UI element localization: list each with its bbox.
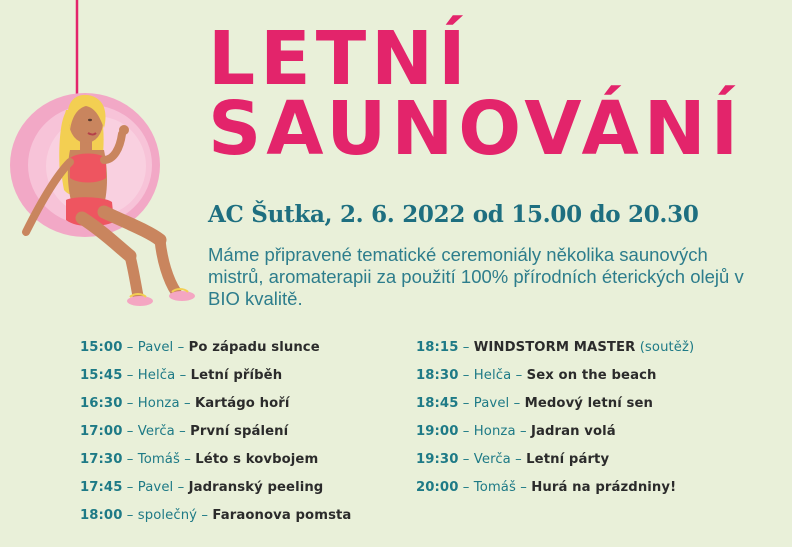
schedule-host: společný [137, 508, 198, 523]
schedule-host: Honza [137, 396, 180, 411]
schedule-program: Jadran volá [530, 424, 616, 439]
schedule-host: Verča [473, 452, 511, 467]
schedule-item [80, 506, 351, 534]
separator: – [126, 396, 134, 411]
schedule-item [416, 422, 694, 450]
schedule-host: Pavel [473, 396, 510, 411]
schedule-time: 17:45 [80, 480, 123, 495]
separator: – [126, 452, 134, 467]
event-date-location: AC Šutka, 2. 6. 2022 od 15.00 do 20.30 [208, 201, 699, 228]
schedule-program: Letní příběh [190, 368, 283, 383]
title-line-1: LETNÍ [208, 16, 471, 102]
schedule-item [416, 450, 694, 478]
separator: – [462, 480, 470, 495]
schedule-item [416, 394, 694, 422]
schedule-note: (soutěž) [639, 340, 695, 355]
separator: – [177, 340, 185, 355]
schedule-time: 15:00 [80, 340, 123, 355]
schedule-host: Pavel [137, 340, 174, 355]
separator: – [184, 452, 191, 467]
schedule-program: Kartágo hoří [194, 396, 290, 411]
separator: – [520, 480, 527, 495]
separator: – [183, 396, 191, 411]
schedule-host: Pavel [137, 480, 174, 495]
separator: – [177, 480, 185, 495]
schedule-host: Tomáš [473, 480, 516, 495]
title-line-2: SAUNOVÁNÍ [208, 86, 744, 172]
schedule-item [80, 394, 351, 422]
schedule-host: Helča [137, 368, 176, 383]
separator: – [126, 508, 134, 523]
schedule-time: 18:30 [416, 368, 459, 383]
schedule-time: 16:30 [80, 396, 123, 411]
separator: – [519, 424, 527, 439]
schedule-left-column [80, 338, 351, 534]
schedule-program: Po západu slunce [188, 340, 320, 355]
schedule-program: Jadranský peeling [188, 480, 324, 495]
schedule-host: Verča [137, 424, 175, 439]
schedule-program: Medový letní sen [524, 396, 654, 411]
schedule-item [80, 338, 351, 366]
separator: – [462, 452, 470, 467]
separator: – [126, 424, 134, 439]
schedule-time: 17:30 [80, 452, 123, 467]
schedule-host: Tomáš [137, 452, 180, 467]
schedule-item [416, 366, 694, 394]
schedule-program: První spálení [190, 424, 289, 439]
schedule-time: 20:00 [416, 480, 459, 495]
schedule-time: 19:30 [416, 452, 459, 467]
schedule-time: 18:45 [416, 396, 459, 411]
schedule-host: Helča [473, 368, 512, 383]
schedule-item [416, 338, 694, 366]
schedule-item [80, 450, 351, 478]
schedule-program: Hurá na prázdniny! [531, 480, 677, 495]
schedule-item [80, 366, 351, 394]
separator: – [179, 424, 186, 439]
page-title [208, 16, 744, 172]
separator: – [126, 480, 134, 495]
schedule-time: 18:00 [80, 508, 123, 523]
event-description: Máme připravené tematické ceremoniály několika saunových mistrů, aromaterapii za použití 100% přírodních éterických olejů v BIO kvalitě. [208, 244, 744, 309]
separator: – [513, 396, 521, 411]
schedule-item [416, 478, 694, 506]
schedule-host: Honza [473, 424, 516, 439]
separator: – [126, 368, 134, 383]
schedule-program: Sex on the beach [526, 368, 657, 383]
schedule-item [80, 422, 351, 450]
separator: – [462, 424, 470, 439]
schedule-time: 18:15 [416, 340, 459, 355]
separator: – [515, 368, 523, 383]
separator: – [179, 368, 187, 383]
separator: – [201, 508, 209, 523]
separator: – [462, 396, 470, 411]
schedule-right-column [416, 338, 694, 506]
schedule-program: Léto s kovbojem [195, 452, 319, 467]
separator: – [515, 452, 522, 467]
schedule-program: WINDSTORM MASTER [473, 340, 636, 355]
separator: – [126, 340, 134, 355]
schedule-time: 19:00 [416, 424, 459, 439]
schedule-time: 15:45 [80, 368, 123, 383]
separator: – [462, 368, 470, 383]
separator: – [462, 340, 470, 355]
schedule-program: Letní párty [526, 452, 610, 467]
schedule-item [80, 478, 351, 506]
woman-in-swing-illustration [0, 0, 210, 320]
schedule-time: 17:00 [80, 424, 123, 439]
schedule-program: Faraonova pomsta [212, 508, 352, 523]
